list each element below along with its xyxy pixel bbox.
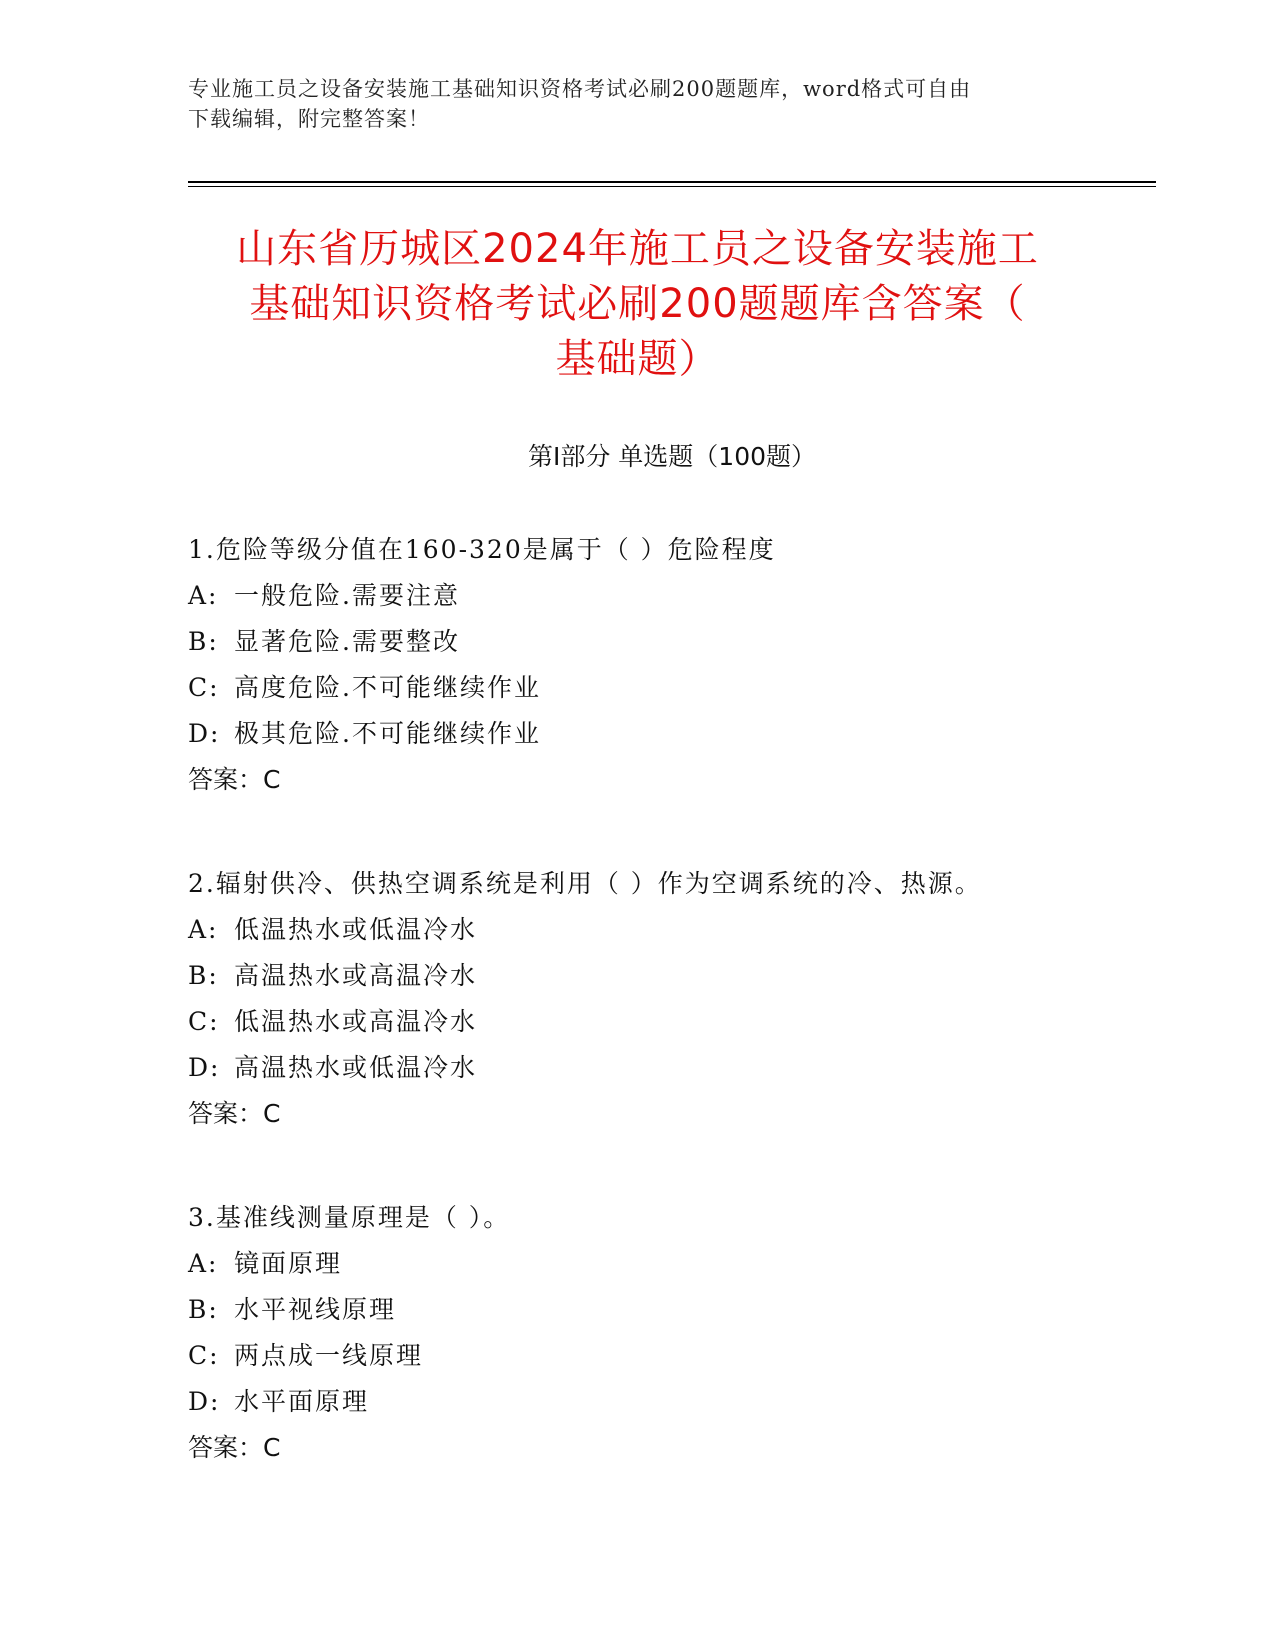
option-text: 低温热水或低温冷水 [234,915,478,944]
question-list [188,527,1156,1529]
option-text: 高度危险.不可能继续作业 [234,673,541,702]
option-b [188,1287,1156,1333]
option-text: 两点成一线原理 [234,1341,424,1370]
answer-line: 答案：C [188,1099,281,1128]
option-letter: A: [188,1249,219,1278]
option-text: 极其危险.不可能继续作业 [234,719,541,748]
option-b [188,953,1156,999]
option-letter: C: [188,1007,220,1036]
option-c [188,1333,1156,1379]
header-note-line-1: 专业施工员之设备安装施工基础知识资格考试必刷200题题库，word格式可自由 [188,77,972,101]
option-letter: D: [188,1053,221,1082]
option-letter: D: [188,1387,221,1416]
option-d [188,711,1156,757]
header-divider-thick [188,181,1156,183]
option-c [188,665,1156,711]
option-letter: A: [188,915,219,944]
option-d [188,1045,1156,1091]
option-letter: D: [188,719,221,748]
header-note [188,74,1088,134]
option-a [188,573,1156,619]
question-1 [188,527,1156,803]
question-2 [188,861,1156,1137]
option-b [188,619,1156,665]
option-text: 水平面原理 [234,1387,370,1416]
option-text: 镜面原理 [234,1249,343,1278]
option-c [188,999,1156,1045]
option-a [188,907,1156,953]
question-stem: 2.辐射供冷、供热空调系统是利用（ ）作为空调系统的冷、热源。 [188,869,982,898]
option-letter: B: [188,1295,219,1324]
title-line-1: 山东省历城区2024年施工员之设备安装施工 [236,226,1039,272]
option-d [188,1379,1156,1425]
option-letter: C: [188,1341,220,1370]
header-note-line-2: 下载编辑，附完整答案！ [188,107,430,131]
question-stem: 1.危险等级分值在160-320是属于（ ）危险程度 [188,535,776,564]
option-letter: B: [188,961,219,990]
option-text: 低温热水或高温冷水 [234,1007,478,1036]
question-3 [188,1195,1156,1471]
option-letter: C: [188,673,220,702]
answer-line: 答案：C [188,765,281,794]
option-a [188,1241,1156,1287]
option-letter: B: [188,627,219,656]
question-stem: 3.基准线测量原理是（ ）。 [188,1203,511,1232]
option-letter: A: [188,581,219,610]
title-line-2: 基础知识资格考试必刷200题题库含答案（ [249,281,1026,327]
option-text: 高温热水或高温冷水 [234,961,478,990]
header-divider-thin [188,186,1156,187]
section-heading: 第Ⅰ部分 单选题（100题） [527,442,817,471]
answer-line: 答案：C [188,1433,281,1462]
option-text: 显著危险.需要整改 [234,627,460,656]
title-line-3: 基础题） [555,336,720,382]
option-text: 高温热水或低温冷水 [234,1053,478,1082]
option-text: 一般危险.需要注意 [234,581,460,610]
option-text: 水平视线原理 [234,1295,397,1324]
document-title [170,222,1105,387]
